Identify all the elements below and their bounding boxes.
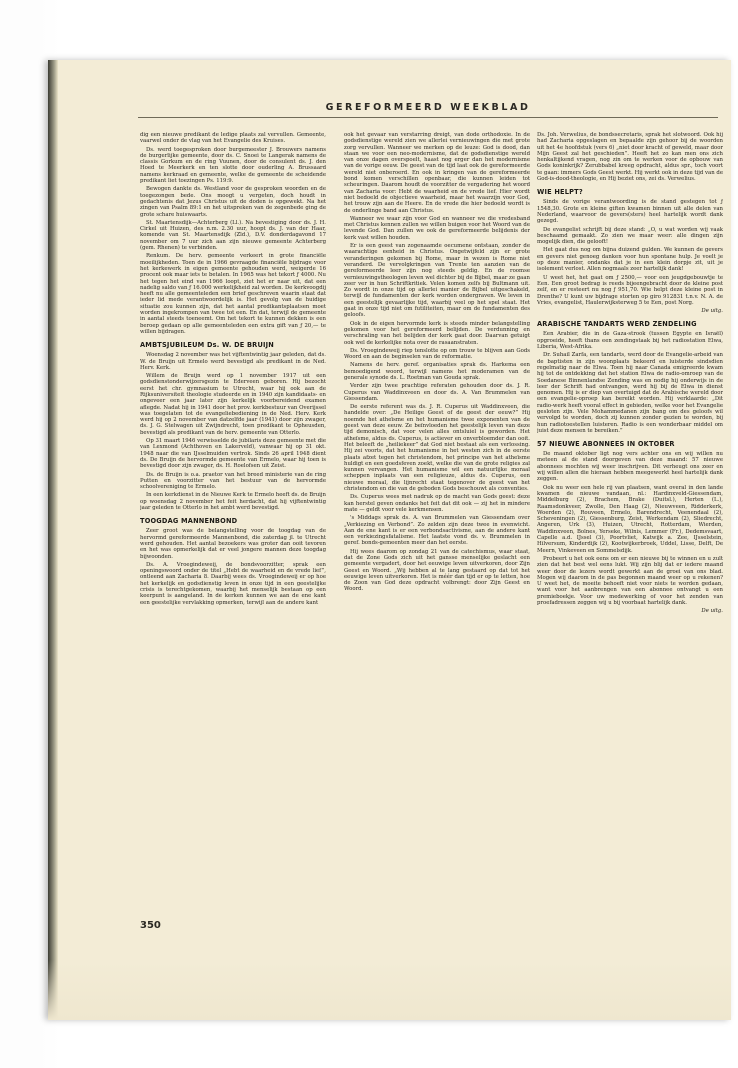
- article-paragraph: Een Arabier, die in de Gaza-strook (tussen Egypte en Israël) opgroeide, heeft thans een zendingstaak bij het radiostation Elwa, Liberia, West-Afrika.: [537, 331, 723, 351]
- page-binding-edge: [48, 60, 58, 1020]
- article-paragraph: Ds. werd toegesproken door burgemeester J. Brouwers namens de burgerlijke gemeente, door ds. C. Snoei te Langerak namens de classis Gorkum en de ring Vuunen, door de consulent ds. J. den Hoed te Meerkerk en ten slotte door ouderling A. Brussaard namens kerkraad en gemeente, welke de gemeente de scheidende predikant liet toezingen Ps. 119:9.: [140, 146, 326, 185]
- article-paragraph: Namens de herv. geref. organisaties sprak ds. Harkema een bemoedigend woord, terwijl namens het moderamen van de generale synode ds. L. Roetman van Gouda sprak.: [344, 362, 530, 381]
- article-paragraph: 's Middags sprak ds. A. van Brummelen van Giessendam over „Verkiezing en Verbond”. Zo zelden zijn deze twee in evenwicht. Aan de ene kant is er een verbondsactivisme, aan de andere kant een verkiezingsfatalisme. Het laatste vond ds. v. Brummelen in geref. bonds-gemeenten meer dan het eerste.: [344, 515, 530, 547]
- article-paragraph: Probeert u het ook eens om er een nieuwe bij te winnen en u zult zien dat het best wel eens lukt. Wij zijn blij dat er iedere maand weer door de lezers wordt gewerkt aan de groei van ons blad. Mogen wij daarom in de pas begonnen maand weer op u rekenen? U weet het, de moeite behoeft niet voor niets te worden gedaan, want voor het aanbrengen van een abonnee ontvangt u een premieboekje. Voor uw medewerking of voor het zenden van proefadressen zeggen wij u bij voorbaat hartelijk dank.: [537, 555, 723, 606]
- article-heading: ARABISCHE TANDARTS WERD ZENDELING: [537, 320, 697, 329]
- article-signoff: De uitg.: [701, 608, 723, 615]
- article-paragraph: Bewogen dankte ds. Westland voor de gesproken woorden en de toegezongen bede. Ons moogt u vergeten, doch houdt in gedachtenis dat Jezus Christus uit de doden is opgewekt. Na het zingen van Psalm 89:1 en het uitspreken van de zegenbede ging de grote schare huiswaarts.: [140, 186, 326, 218]
- header-rule: [138, 117, 718, 118]
- article-paragraph: Renkum. De herv. gemeente verkeert in grote financiële moeilijkheden. Toen de in 1966 gevraagde financiële bijdrage voor het kerkewerk in eigen gemeente gehouden werd, weigerde 16 procent ook maar iets te betalen. In 1965 was het tekort ƒ 4000. Nu het tegen het eind van 1966 loopt, ziet het er naar uit, dat een nadelig saldo van ƒ 16.000 werkelijkheid zal worden. De kerkvoogdij heeft nu alle gemeenteleden een brief geschreven waarin staat dat ieder lid mede verantwoordelijk is. Het gevolg van de huidige situatie zou kunnen zijn, dat het aantal predikantsplaatsen moet worden ingekrompen van twee tot een. En dat, terwijl de gemeente in aantal steeds toeneemt. Om het tekort te kunnen dekken is een beroep gedaan op alle gemeenteleden een extra gift van ƒ 20,— te willen bijdragen.: [140, 253, 326, 335]
- article-paragraph: Ds. Joh. Verwelius, de bondssecretaris, sprak het slotwoord. Ook hij had Zacharia opgeslagen en bepaalde zijn gehoor bij de woorden uit het 4e hoofdstuk (vers 6) „niet door kracht of geweld, maar door Mijn Geest zal het geschieden”. Heeft het zo kan men ons zich henkaltijkend vragen, nog zin om te werken voor de opbouw van Gods koninkrijk? Zerubbabel kreeg opdracht, aldus spr., toch voort te gaan: immers Gods Geest werkt. Hij werkt ook in deze tijd van de God-is-dood-theologie, en Hij beziet ons, zei ds. Verwelius.: [537, 132, 723, 183]
- page-number: 350: [140, 920, 161, 931]
- article-paragraph: De maand oktober ligt nog vers achter ons en wij willen nu meteen al de stand doorgeven van deze maand: 57 nieuwe abonnees mochten wij weer inschrijven. Dit verheugt ons zeer en wij willen allen die hieraan hebben meegewerkt heel hartelijk dank zeggen.: [537, 451, 723, 483]
- page-header: [138, 102, 718, 113]
- article-paragraph: Willem de Bruijn werd op 1 november 1917 uit een godsdienstonderwijzersgezin te Ederveen geboren. Hij bezocht eerst het chr. gymnasium te Utrecht, waar hij ook aan de Rijksuniversiteit theologie studeerde en in 1940 zijn kandidaats- en ongeveer een jaar later zijn kerkelijk voorbereidend examen aflegde. Nadat hij in 1941 door het prov. kerkbestuur van Overijssel was toegelaten tot de evangeliebediening in de Ned. Herv. Kerk werd hij op 2 november van datzelfde jaar (1941) door zijn zwager, ds. J. G. Stelwagen uit Zwijndrecht, toen predikant te Opheusden, bevestigd als predikant van de herv. gemeente van Otterlo.: [140, 373, 326, 436]
- article-heading: WIE HELPT?: [537, 188, 583, 197]
- article-paragraph: Wanneer we waar zijn voor God en wanneer we die vredesband met Christus kennen zullen we willen buigen voor het Woord van de levende God. Dan zullen we ook de gereformeerde belijdenis der kerk vast willen houden.: [344, 215, 530, 241]
- article-paragraph: De evangelist schrijft bij deze stand: „O, u wat worden wij vaak beschaamd gemaakt. Zo zien we maar weer: alle dingen zijn mogelijk dien, die gelooft!: [537, 226, 723, 246]
- article-paragraph: Verder zijn twee prachtige referaten gehouden door ds. J. R. Cuperus van Waddinxveen en door ds. A. Van Brummelen van Giessendam.: [344, 383, 530, 402]
- article-paragraph: Ds. A. Vroegindeweij, de bondsvoorzitter, sprak een openingswoord onder de titel „Hebt de waarheid en de vrede lief”, ontleend aan Zacharia 8. Daarbij wees ds. Vroegindeweij er op hoe het kerkelijk en godsdienstig leven in onze tijd in een geestelijke crisis is terechtgekomen, waarbij het menselijk bestaan op een keerpunt is aangeland. In de kerken kunnen we aan de ene kant een geestelijke vervlakking opmerken, terwijl aan de andere kant: [140, 561, 326, 606]
- article-paragraph: St. Maartensdijk—Achterberg (Ll.). Na bevestiging door ds. J. H. Cirkel uit Huizen, des n.m. 2.30 uur, hoopt ds. J. van der Haar, komende van St. Maartensdijk (Zld.), D.V. donderdagavond 17 november om 7 uur zich aan zijn nieuwe gemeente Achterberg (gem. Rhenen) te verbinden.: [140, 219, 326, 252]
- article-paragraph: U weet het, het gaat om ƒ 2500,— voor een jeugdgebouwtje te Een. Een groot bedrag is reeds bijeengebracht door de kleine post zelf, en er resteert nu nog ƒ 951,70. Wie helpt deze kleine post in Drenthe? U kunt uw bijdrage storten op giro 912831 t.n.v. N. A. de Vries, evangelist, Haulerwijksterweg 5 te Een, post Norg.: [537, 274, 723, 306]
- article-paragraph: Woensdag 2 november was het vijftentwintig jaar geleden, dat ds. W. de Bruijn uit Ermelo werd bevestigd als predikant in de Ned. Herv. Kerk.: [140, 352, 326, 371]
- article-heading: AMBTSJUBILEUM Ds. W. DE BRUIJN: [140, 341, 275, 350]
- article-signoff: De uitg.: [701, 308, 723, 315]
- article-paragraph: Zeer groot was de belangstelling voor de toogdag van de hervormd gereformeerde Mannenbond, die zaterdag jl. te Utrecht werd gehouden. Het aantal bezoekers was groter dan ooit tevoren en het was opmerkelijk dat er veel jongere mannen deze toogdag bijwoonden.: [140, 528, 326, 560]
- article-paragraph: Hij wees daarom op zondag 21 van de catechismus, waar staat, dat de Zone Gods zich uit het gansse menselijke geslacht een gemeente vergadert, door het eeuwige leven uitverkoren, door Zijn Geest en Woord. „Wij hebben al te lang gestaard op dat tot het eeuwige leven uitverkoren. Het is méér dan tijd er op te letten, hoe de Zoon van God deze opdracht volbrengt: door Zijn Geest en Woord.: [344, 548, 530, 593]
- article-paragraph: Ds. Cuperus wees met nadruk op de macht van Gods geest: deze kan herstel geven ondanks het feit dat dit ook — zij het in mindere mate — geldt voor vele kerkmensen.: [344, 494, 530, 513]
- magazine-page: [48, 60, 731, 1020]
- article-paragraph: Ook nu weer een hele rij van plaatsen, want overal in den lande kwamen de nieuwe vandaan, nl.: Hardinxveld-Giessendam, Middelburg (2), Brachem, Brake (Duitsl.), Herten (L.), Raamsdonkveer, Zwolle, Den Haag (2), Nieuwveen, Ridderkerk, Woerden (2), Rouveen, Ermelo, Barendrecht, Veenendaal (2), Scheveningen (2), Giessenburg, Zeist, Werkendam (2), Sliedrecht, Angeren, Urk (3), Huizen, Utrecht, Rotterdam, Wierden, Waddinxveen, Bolnes, Yerseke, Wilnis, Lemmer (Fr.), Dedemsvaart, Capelle a.d. IJssel (3), Poortvliet, Katwijk a. Zee, IJsselstein, Hilversum, Kinderdijk (2), Kootwijkerbroek, Uddel, Lisse, Delft, De Meern, Vinkeveen en Sommelsdijk.: [537, 484, 723, 554]
- article-paragraph: Ook in de eigen hervormde kerk is steeds minder belangstelling gekomen voor het gereformeerd belijden. De verdunning en verschraling van het belijden der kerk gaat door. Daarvan getuigt ook wel de kerkelijke nota over de rasaanstraten.: [344, 320, 530, 346]
- article-paragraph: Het gaat dus nog om bijna duizend gulden. We kunnen de gevers en gevers niet genoeg danken voor hun spontane hulp. Je voelt je op deze manier, ondanks dat je in een klein dorpje zit, uit je isolement verlost. Allen nogmaals zeer hartelijk dank!: [537, 247, 723, 273]
- column-1: [140, 132, 326, 1012]
- article-paragraph: De eerste referent was ds. J. R. Cuperus uit Waddinxveen, die handelde over: „De Heilige Geest of de geest der eeuw?” Hij noemde het atheïsme en het humanisme twee exponenten van de geest van deze eeuw. Ze beïnvloeden het geestelijk leven van deze tijd demonisch, dat voor velen alles ontsluiel is geworden. Het atheïsme, aldus ds. Cuperus, is actiever en onverbloemder dan ooit. Het beleeft de „heiliekeer” dat God niet bestaat als een verlossing. Hij zei voorts, dat het humanisme in het westen zich in de eerste plaats afzet tegen het christendom, het principe van het atheïsme huldigt en een goedsfeven zoekt, welke die van de grote religies zal kunnen vervangen. Het humanisme wil een natuurlijke moraal scheppen inplaats van een religieuze, aldus ds. Cuperus, een nieuwe moraal, die lijnrecht staat tegenover de geest van het christendom en die van de geboden Gods beschouwt als conventies.: [344, 404, 530, 493]
- article-paragraph: Dr. Suhail Zarfa, een tandarts, werd door de Evangelie-arbeid van de baptisten in zijn woonplaats bekeerd en luisterde sindsdien regelmatig naar de Elwa. Toen hij naar Canada emigreerde kwam hij tot de ontdekking dat het station Elwa de radio-omroep van de Soedanese Binnenlandse Zending was en nodig hij onderwijs in de leer der Schrift had ontvangen, werd hij bij de Elwa in dienst genomen. Hij is er diep van overtuigd dat de Arabische wereld door een evangelie-oproep kan bereikt worden. Hij verklaarde: „Dit radio-werk heeft vooral effect in gebieden, welke voor het Evangelie gesloten zijn. Vele Mohammedanen zijn bang om des geloofs wil vervolgd te worden, doch zij kunnen zonder gezien te worden, bij hun radiotoestellen luisteren. Radio is een wonderbaar middel om juist deze mensen te bereiken.”: [537, 352, 723, 434]
- article-paragraph: Op 31 maart 1946 verwisselde de jubilaris deze gemeente met die van Lexmond (Achthoven en Lakerveld), vanwaar hij op 31 okt. 1948 naar die van IJsselmuiden vertrok. Sinds 26 april 1948 dient ds. De Bruijn de hervormde gemeente van Ermelo, waar hij toen is bevestigd door zijn zwager, ds. H. Roelofsen uit Zeist.: [140, 438, 326, 470]
- article-heading: TOOGDAG MANNENBOND: [140, 517, 238, 526]
- column-2: [344, 132, 530, 1012]
- article-paragraph: Er is een geest van zogenaamde oecumene ontstaan, zonder de waarachtige eenheid in Christus. Ongetwijfeld zijn er grote veranderingen gekomen bij Rome, maar in wezen is Rome niet veranderd. De vervolgkringen van Trente ten aanzien van de gereformeerde leer zijn nog steeds geldig. En de roomse vernieuwingstheologen leven wel dichter bij de Bijbel, maar ze gaan zeer ver in hun Schriftkritiek. Velen komen zelfs bij Bultmann uit. Zo wordt in onze tijd op allerlei manier de Bijbel uitgeschakeld, terwijl de fundamenten der kerk worden ondergraven. We leven in een geestelijk gevaarlijke tijd, waarbij veel op het spel staat. Het gaat in onze tijd niet om futiliteiten, maar om de fundamenten des geloofs.: [344, 243, 530, 319]
- article-paragraph: dig een nieuwe predikant de ledige plaats zal vervullen. Gemeente, vaarwel onder de vlag van het Evangelie des Kruises.: [140, 132, 326, 145]
- running-title: GEREFORMEERD WEEKBLAD: [325, 102, 531, 113]
- article-paragraph: Ds. Vroegindeweij riep tenslotte op om trouw te blijven aan Gods Woord en aan de beginselen van de reformatie.: [344, 347, 530, 361]
- article-paragraph: Sinds de vorige verantwoording is de stand gestegen tot ƒ 1548,30. Grote en kleine giften kwamen binnen uit alle delen van Nederland, waarvoor de gevers(sters) heel hartelijk wordt dank gezegd.: [537, 199, 723, 225]
- column-3: [537, 132, 723, 1012]
- article-paragraph: ook het gevaar van verstarring dreigt, van dode orthodoxie. In de godsdienstige wereld zien we allerlei vernieuwingen die met grote zorg vervullen. Wanneer we merken op de leuze: God is dood, dan staan we voor een neo-modernisme, dat de godsdienstige wereld van onze dagen overspoelt, haast nog erger dan het modernisme van de vorige eeuw. De geest van de tijd laat ook de gereformeerde wereld niet onberoerd. En ook in kringen van de gereformeerde bond komen verschillen openbaar, die kunnen leiden tot scheuringen. Daarom houdt de voorzitter de vergadering het woord van Zacharia voor: Hebt de waarheid en de vrede lief. Hier wordt niet bedoeld de objectieve waarheid, maar het waarzijn voor God, het trouw zijn aan de Heere. En de vrede die hier bedoeld wordt is de onderlinge band aan Christus.: [344, 132, 530, 214]
- bottom-fade: [48, 960, 731, 1020]
- article-paragraph: In een kerkdienst in de Nieuwe Kerk te Ermelo heeft ds. de Bruijn op woensdag 2 november het feit herdacht, dat hij vijftentwintig jaar geleden te Otterlo in het ambt werd bevestigd.: [140, 492, 326, 512]
- article-heading: 57 NIEUWE ABONNEES IN OKTOBER: [537, 440, 675, 449]
- article-paragraph: Ds. de Bruijn is o.a. praetor van het breed ministerie van de ring Putten en voorzitter van het bestuur van de hervormde schoolvereniging te Ermelo.: [140, 471, 326, 491]
